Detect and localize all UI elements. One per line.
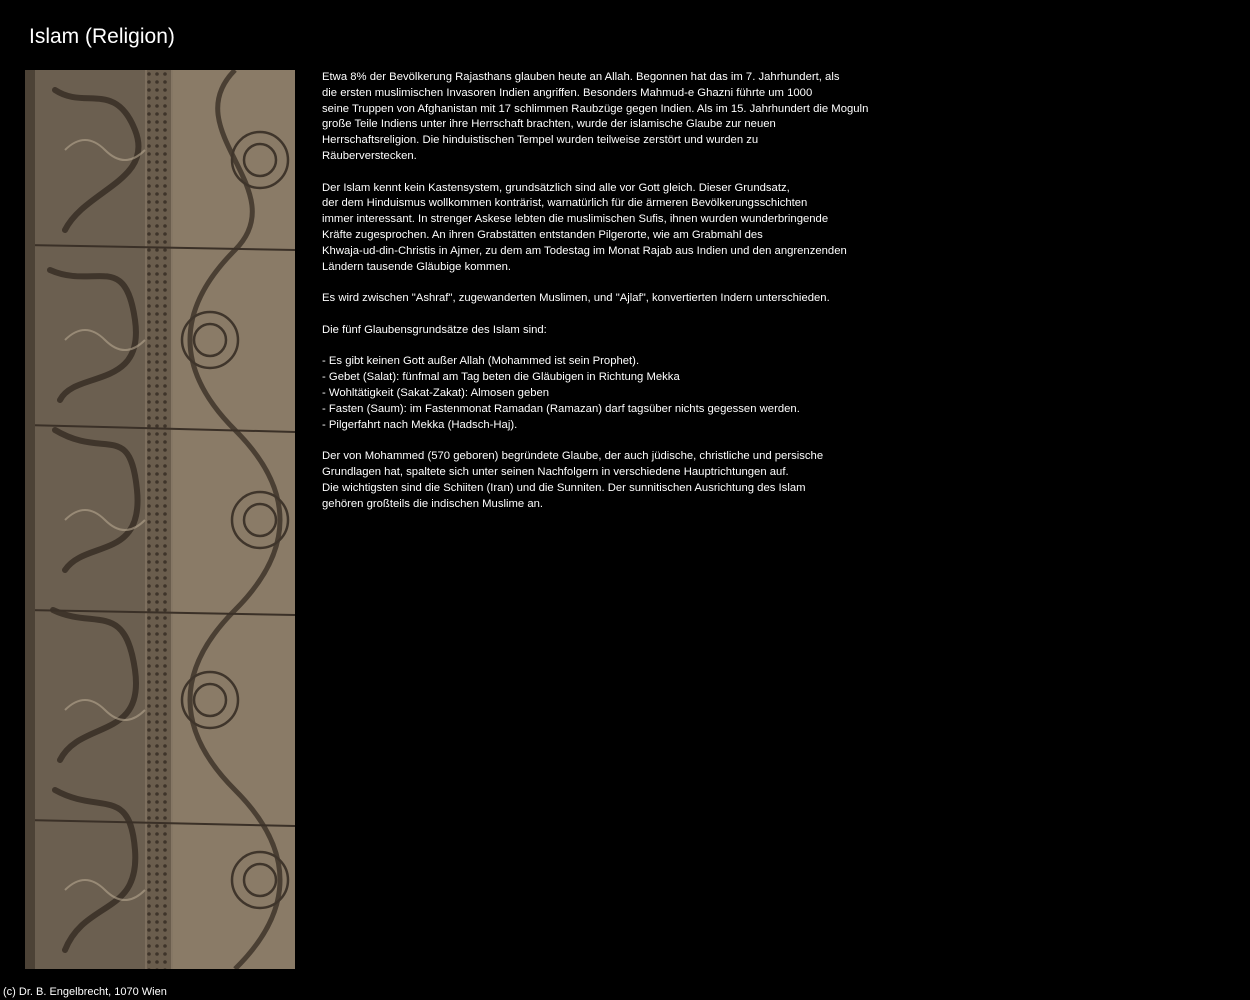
page-title: Islam (Religion) — [29, 25, 175, 48]
list-item: - Fasten (Saum): im Fastenmonat Ramadan (Ramazan) darf tagsüber nichts gegessen werden. — [322, 402, 800, 415]
paragraph-branches: Der von Mohammed (570 geboren) begründete Glaube, der auch jüdische, christliche und persische Grundlagen hat, spaltete sich unter seinen Nachfolgern in verschiedene Hauptrichtungen auf. Die wichtigsten sind die Schiiten (Iran) und die Sunniten. Der sunnitischen Ausrichtung des Islam gehören großteils die indischen Muslime an. — [322, 450, 824, 510]
list-item: - Es gibt keinen Gott außer Allah (Mohammed ist sein Prophet). — [322, 355, 640, 368]
paragraph-ashraf-ajlaf: Es wird zwischen "Ashraf", zugewanderten Muslimen, und "Ajlaf", konvertierten Indern unterschieden. — [322, 292, 830, 305]
paragraph-caste: Der Islam kennt kein Kastensystem, grundsätzlich sind alle vor Gott gleich. Dieser Grundsatz, der dem Hinduismus wollkommen konträrist, warnatürlich für die ärmeren Bevölkerungsschichten immer interessant. In strenger Askese lebten die muslimischen Sufis, ihnen wurden wunderbringende Kräfte zugesprochen. An ihren Grabstätten entstanden Pilgerorte, wie am Grabmahl des Khwaja-ud-din-Christis in Ajmer, zu dem am Todestag im Monat Rajab aus Indien und den angrenzenden Ländern tausende Gläubige kommen. — [322, 181, 847, 273]
paragraph-history: Etwa 8% der Bevölkerung Rajasthans glauben heute an Allah. Begonnen hat das im 7. Jahrhundert, als die ersten muslimischen Invasoren Indien angriffen. Besonders Mahmud-e Ghazni führte um 1000 seine Truppen von Afghanistan mit 17 schlimmen Raubzüge gegen Indien. Als im 15. Jahrhundert die Moguln große Teile Indiens unter ihre Herrschaft brachten, wurde der islamische Glaube zur neuen Herrschaftsreligion. Die hinduistischen Tempel wurden teilweise zerstört und wurden zu Räuberverstecken. — [322, 71, 869, 162]
article-text — [322, 70, 922, 528]
carved-stone-photo — [25, 70, 295, 969]
list-item: - Wohltätigkeit (Sakat-Zakat): Almosen geben — [322, 386, 550, 399]
list-item: - Gebet (Salat): fünfmal am Tag beten die Gläubigen in Richtung Mekka — [322, 371, 680, 384]
paragraph-pillars-intro: Die fünf Glaubensgrundsätze des Islam sind: — [322, 323, 547, 336]
pillars-list — [322, 354, 922, 433]
copyright-footer: (c) Dr. B. Engelbrecht, 1070 Wien — [3, 986, 167, 998]
list-item: - Pilgerfahrt nach Mekka (Hadsch-Haj). — [322, 418, 518, 431]
